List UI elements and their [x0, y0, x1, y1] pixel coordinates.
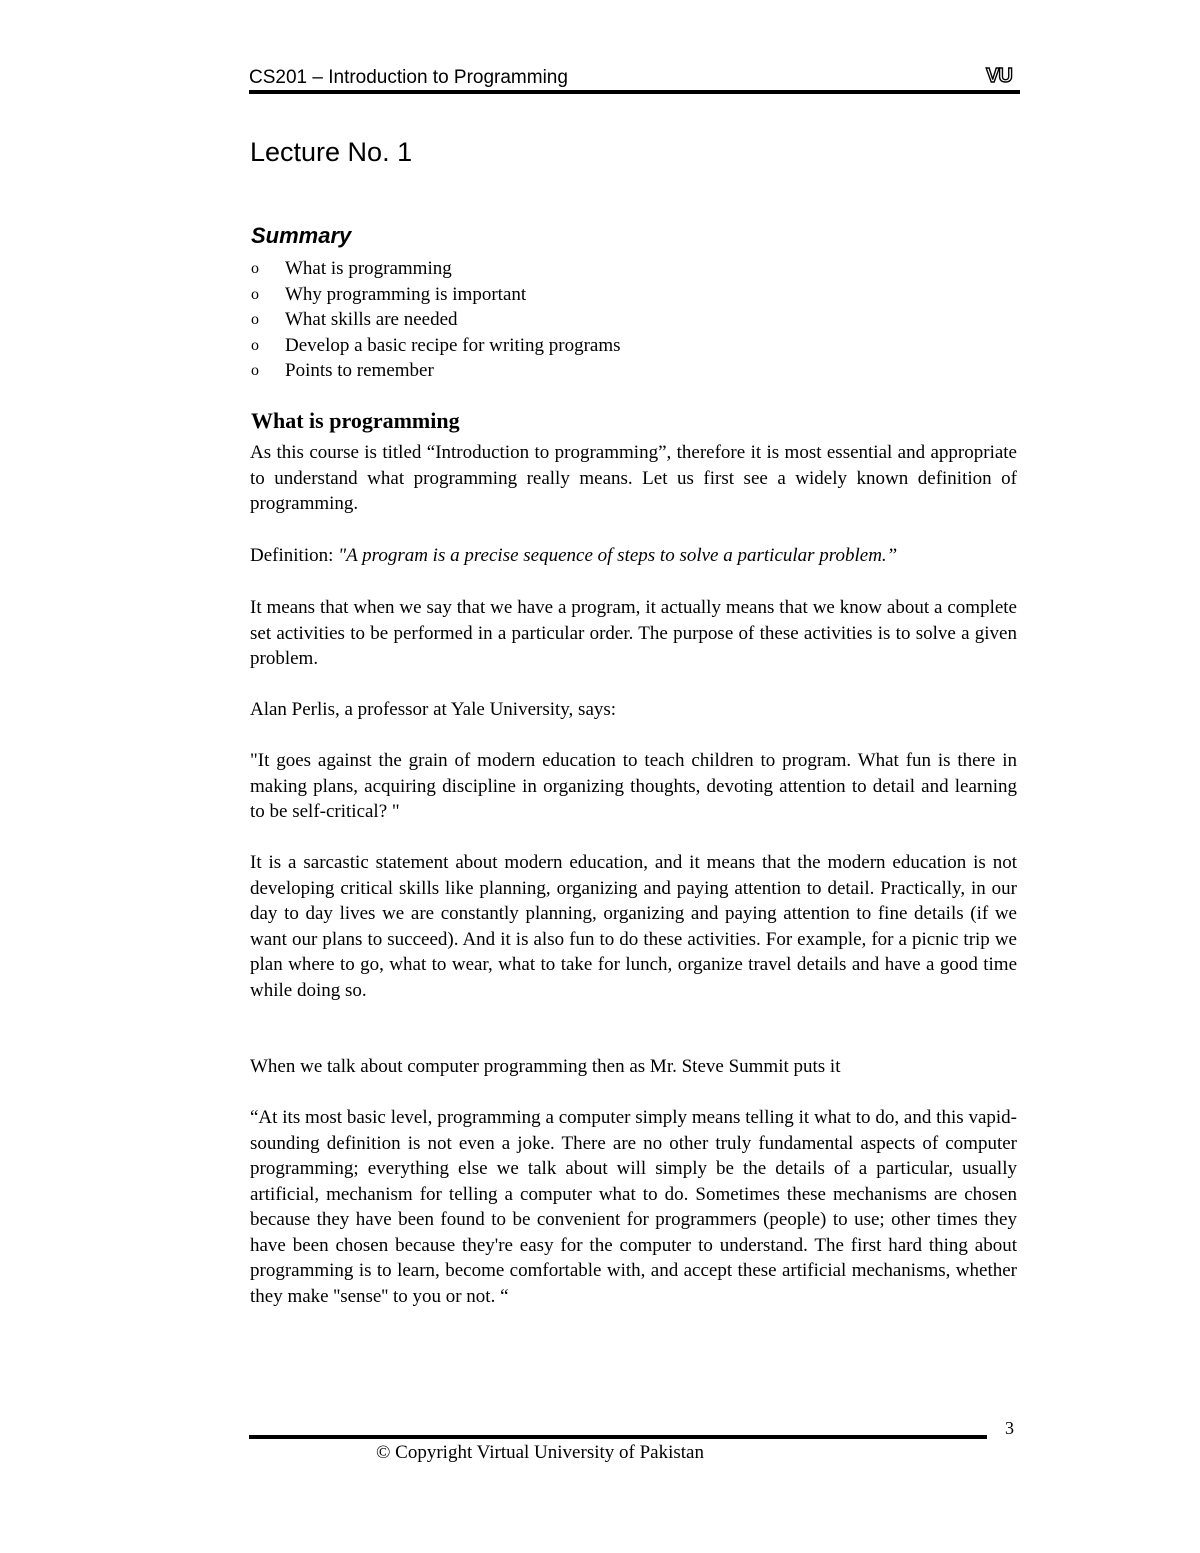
perlis-intro-paragraph: Alan Perlis, a professor at Yale University, says:: [250, 699, 617, 720]
footer-rule: [249, 1435, 987, 1439]
definition-paragraph: [250, 543, 1017, 569]
summit-quote-paragraph: “At its most basic level, programming a computer simply means telling it what to do, and this vapid-sounding definition is not even a joke. There are no other truly fundamental aspects of computer programming; everything else we talk about will simply be the details of a particular, usually artificial, mechanism for telling a computer what to do. Sometimes these mechanisms are chosen because they have been found to be convenient for programmers (people) to use; other times they have been chosen because they're easy for the computer to understand. The first hard thing about programming is to learn, become comfortable with, and accept these artificial mechanisms, whether they make ''sense'' to you or not. “: [250, 1107, 1017, 1307]
definition-label: Definition:: [250, 545, 339, 566]
header-rule: [249, 90, 1020, 94]
bullet-icon: o: [251, 311, 259, 328]
summary-item-text: What is programming: [285, 258, 452, 279]
summary-item: [251, 307, 621, 333]
summit-intro-paragraph: When we talk about computer programming then as Mr. Steve Summit puts it: [250, 1056, 841, 1077]
page-number: 3: [1005, 1418, 1014, 1438]
summary-item: [251, 358, 621, 384]
summary-item: [251, 282, 621, 308]
summary-item-text: What skills are needed: [285, 309, 458, 330]
lecture-title: Lecture No. 1: [250, 137, 413, 167]
section-heading: What is programming: [251, 408, 460, 433]
bullet-icon: o: [251, 285, 259, 303]
summary-item: [251, 256, 621, 282]
bullet-icon: o: [251, 336, 259, 354]
perlis-quote-paragraph: "It goes against the grain of modern education to teach children to program. What fun is there in making plans, acquiring discipline in organizing thoughts, devoting attention to detail and learning to be self-critical? ": [250, 750, 1017, 822]
sarcastic-paragraph: It is a sarcastic statement about modern education, and it means that the modern education is not developing critical skills like planning, organizing and paying attention to detail. Practically, in our day to day lives we are constantly planning, organizing and paying attention to fine details (if we want our plans to succeed). And it is also fun to do these activities. For example, for a picnic trip we plan where to go, what to wear, what to take for lunch, organize travel details and have a good time while doing so.: [250, 852, 1017, 1001]
intro-paragraph: As this course is titled “Introduction to programming”, therefore it is most essential and appropriate to understand what programming really means. Let us first see a widely known definition of programming.: [250, 442, 1017, 514]
definition-quote: "A program is a precise sequence of steps to solve a particular problem.”: [338, 545, 898, 566]
footer-copyright: © Copyright Virtual University of Pakistan: [375, 1442, 704, 1463]
bullet-icon: o: [251, 362, 259, 379]
summary-item: [251, 333, 621, 359]
summary-item-text: Points to remember: [285, 360, 434, 381]
meaning-paragraph: It means that when we say that we have a program, it actually means that we know about a complete set activities to be performed in a particular order. The purpose of these activities is to solve a given problem.: [250, 597, 1017, 669]
header-course-title: CS201 – Introduction to Programming: [249, 67, 568, 88]
bullet-icon: o: [251, 260, 259, 277]
summary-item-text: Why programming is important: [285, 283, 527, 305]
summary-item-text: Develop a basic recipe for writing programs: [285, 334, 621, 356]
vu-logo: VU: [986, 65, 1012, 87]
summary-list: [251, 256, 621, 384]
summary-heading: Summary: [251, 223, 352, 248]
